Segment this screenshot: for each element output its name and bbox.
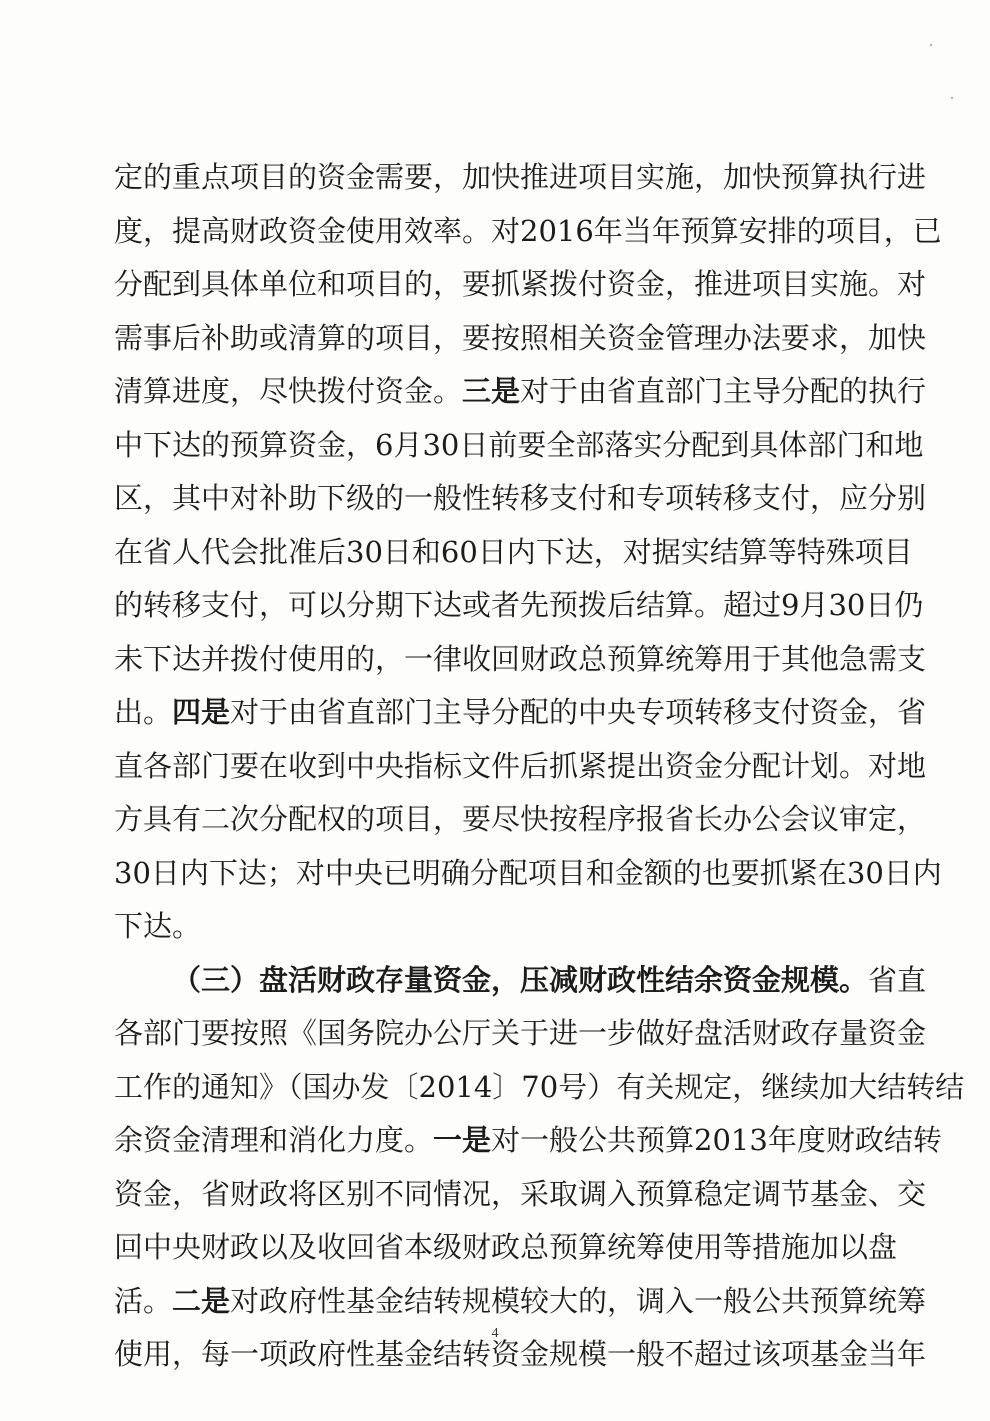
text-line: 度，提高财政资金使用效率。对2016年当年预算安排的项目，已 [114,213,942,248]
line-text: 余资金清理和消化力度。 [114,1123,434,1157]
text-line: 需事后补助或清算的项目，要按照相关资金管理办法要求，加快 [114,320,927,355]
line-text: 省直 [868,962,927,997]
page-number: 4 [491,1326,499,1341]
text-line: 工作的通知》（国办发〔2014〕70号）有关规定，继续加大结转结 [114,1069,965,1104]
text-line: 回中央财政以及收回省本级财政总预算统筹使用等措施加以盘 [114,1230,898,1264]
text-line: 未下达并拨付使用的，一律收回财政总预算统筹用于其他急需支 [114,641,927,676]
text-line: 在省人代会批准后30日和60日内下达，对据实结算等特殊项目 [114,534,913,569]
text-line [114,1275,927,1329]
scan-speck [930,44,932,46]
text-line: 各部门要按照《国务院办公厅关于进一步做好盘活财政存量资金 [114,1016,927,1050]
text-line: 下达。 [114,909,202,943]
emphasis-lead: 一是 [433,1123,492,1157]
text-line [114,686,927,740]
line-text: 对政府性基金结转规模较大的，调入一般公共预算统筹 [230,1283,927,1318]
text-line: 方具有二次分配权的项目，要尽快按程序报省长办公会议审定， [114,802,927,836]
text-line: 资金，省财政将区别不同情况，采取调入预算稳定调节基金、交 [114,1176,927,1211]
text-line [114,365,927,419]
text-line [114,1114,942,1168]
section-heading: （三）盘活财政存量资金，压减财政性结余资金规模。 [172,962,869,997]
section-heading-line [114,954,927,1008]
scan-speck [951,97,953,99]
line-text: 对于由省直部门主导分配的执行 [520,374,927,408]
emphasis-lead: 四是 [172,695,231,729]
line-text: 清算进度，尽快拨付资金。 [114,374,463,408]
text-line: 使用，每一项政府性基金结转资金规模一般不超过该项基金当年 [114,1337,927,1371]
text-line: 分配到具体单位和项目的，要抓紧拨付资金，推进项目实施。对 [114,267,927,301]
text-line: 定的重点项目的资金需要，加快推进项目实施，加快预算执行进 [114,160,927,194]
emphasis-lead: 三是 [462,374,521,408]
text-line: 中下达的预算资金，6月30日前要全部落实分配到具体部门和地 [114,427,924,462]
text-line: 区，其中对补助下级的一般性转移支付和专项转移支付，应分别 [114,481,927,515]
text-line: 的转移支付，可以分期下达或者先预拨后结算。超过9月30日仍 [114,588,924,622]
line-text: 活。 [114,1283,173,1318]
emphasis-lead: 二是 [172,1283,231,1318]
body-text [114,151,965,1382]
line-text: 出。 [114,695,173,729]
line-text: 对于由省直部门主导分配的中央专项转移支付资金，省 [230,695,927,729]
line-text: 对一般公共预算2013年度财政结转 [491,1123,942,1157]
text-line: 30日内下达；对中央已明确分配项目和金额的也要抓紧在30日内 [114,855,942,890]
text-line: 直各部门要在收到中央指标文件后抓紧提出资金分配计划。对地 [114,748,927,783]
